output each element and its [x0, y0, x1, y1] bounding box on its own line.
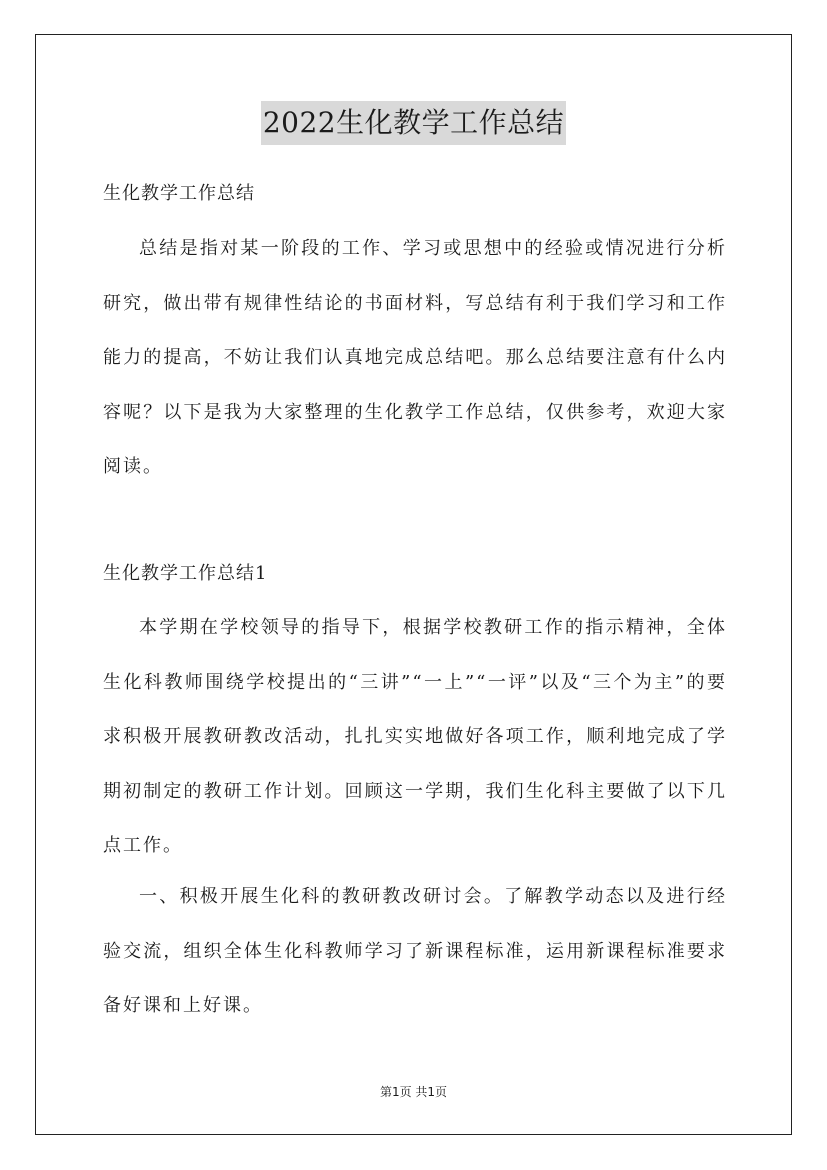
section-heading-1: 生化教学工作总结1 — [103, 563, 268, 584]
page-number: 第1页 共1页 — [379, 1085, 448, 1099]
page-footer — [0, 1083, 827, 1100]
document-title: 2022生化教学工作总结 — [261, 101, 566, 145]
section-heading: 生化教学工作总结 — [103, 183, 255, 204]
intro-paragraph: 总结是指对某一阶段的工作、学习或思想中的经验或情况进行分析研究，做出带有规律性结论的书面材料，写总结有利于我们学习和工作能力的提高，不妨让我们认真地完成总结吧。那么总结要注意有什么内容呢？以下是我为大家整理的生化教学工作总结，仅供参考，欢迎大家阅读。 — [103, 238, 727, 477]
section1-paragraph-2: 一、积极开展生化科的教研教改研讨会。了解教学动态以及进行经验交流，组织全体生化科教师学习了新课程标准，运用新课程标准要求备好课和上好课。 — [103, 886, 727, 1016]
section1-paragraph-1: 本学期在学校领导的指导下，根据学校教研工作的指示精神，全体生化科教师围绕学校提出的“三讲”“一上”“一评”以及“三个为主”的要求积极开展教研教改活动，扎扎实实地做好各项工作，顺利地完成了学期初制定的教研工作计划。回顾这一学期，我们生化科主要做了以下几点工作。 — [103, 617, 727, 856]
title-container — [0, 101, 827, 145]
